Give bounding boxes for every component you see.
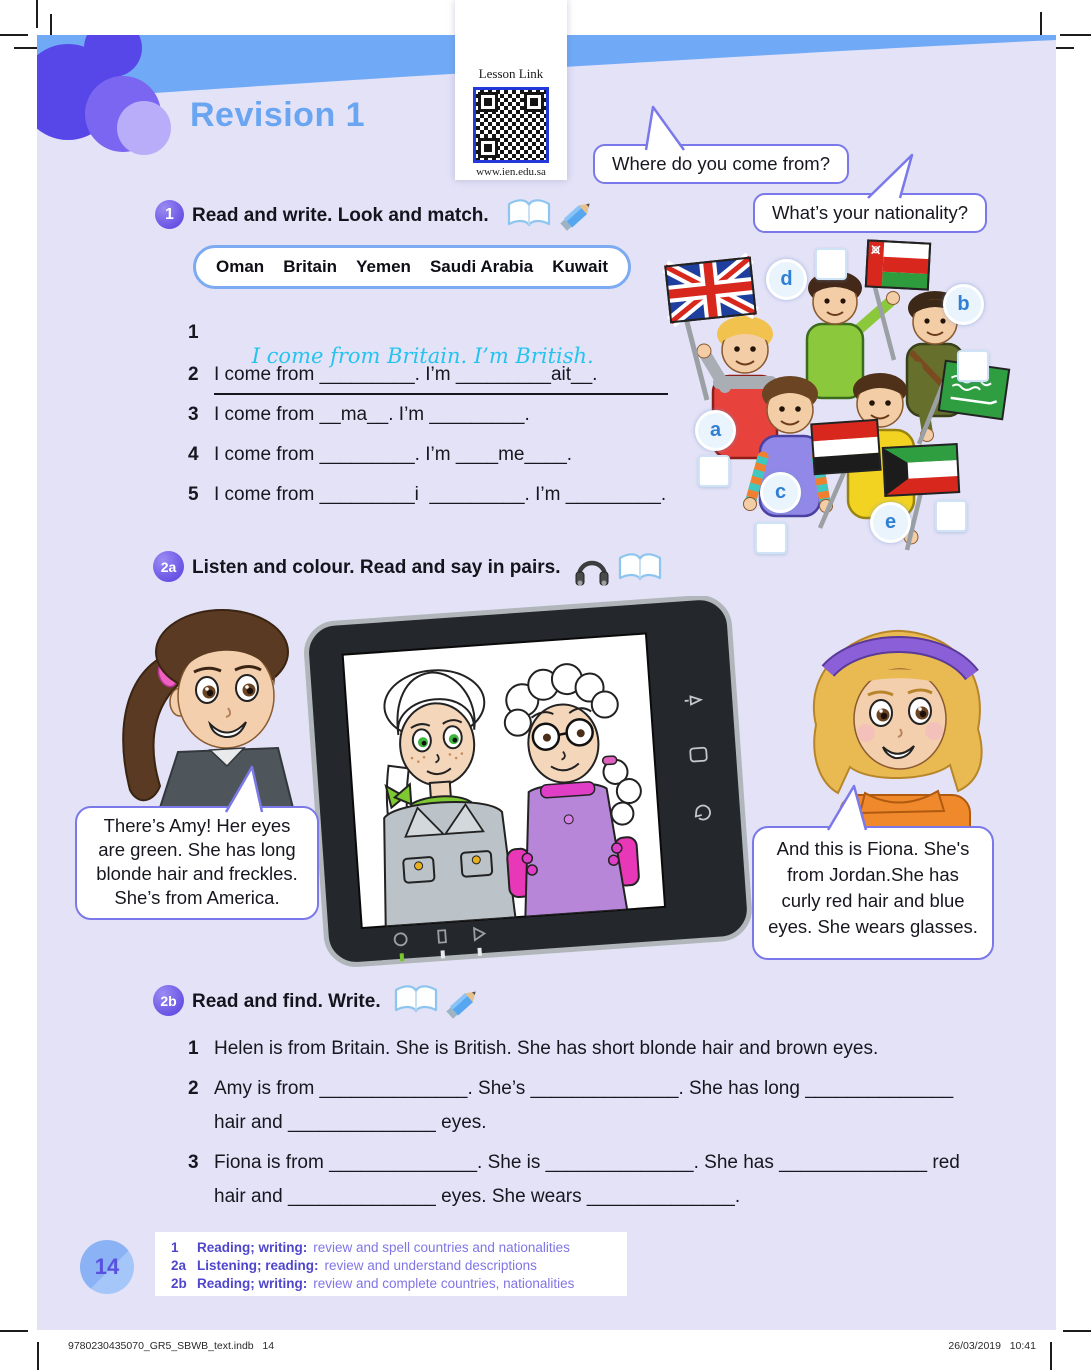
- book-icon: [392, 982, 440, 1018]
- flag-uk: [665, 258, 755, 323]
- narrator-girl-left: [60, 590, 320, 820]
- sentence-row: [188, 1078, 1048, 1100]
- sentence-number: 2: [188, 1078, 199, 1099]
- bubble-line: are green. She has long: [98, 839, 296, 860]
- speech-bubble-question-2: What’s your nationality?: [753, 193, 987, 233]
- sentence-number: 1: [188, 322, 199, 343]
- bubble-line: curly red hair and blue: [781, 890, 965, 911]
- pencil-icon: [556, 194, 598, 236]
- crop-mark: [1060, 34, 1091, 36]
- objective-desc: review and complete countries, nationalities: [313, 1276, 575, 1291]
- amy-description-bubble: [75, 806, 319, 920]
- sentence-number: 2: [188, 364, 199, 385]
- sentence-row: [188, 1152, 1048, 1174]
- qr-code-icon: [473, 87, 549, 163]
- imprint-left: 9780230435070_GR5_SBWB_text.indb 14: [68, 1340, 275, 1352]
- speech-bubble-tail: [860, 150, 924, 200]
- word-box-item: Saudi Arabia: [429, 257, 534, 276]
- crop-mark: [1050, 1342, 1052, 1370]
- exercise1-badge: 1: [155, 200, 184, 229]
- objective-row: [171, 1240, 570, 1255]
- match-label-e: e: [870, 502, 911, 543]
- objective-number: 1: [171, 1240, 179, 1255]
- flag-oman: [866, 240, 930, 289]
- sentence-text: I come from _________. I’m ____me____.: [214, 444, 573, 465]
- sentence-text: I come from _________. I’m _________ait__.: [214, 364, 598, 385]
- match-box-b[interactable]: [957, 350, 989, 382]
- match-box-a[interactable]: [698, 455, 730, 487]
- sentence-row-continuation: [214, 1112, 1074, 1134]
- bubble-line: There’s Amy! Her eyes: [103, 815, 291, 836]
- bubble-line: blonde hair and freckles.: [96, 863, 298, 884]
- match-label-a: a: [695, 410, 736, 451]
- bubble-line: She’s from America.: [114, 887, 280, 908]
- crop-mark: [0, 1330, 28, 1332]
- speech-bubble-tail: [640, 104, 700, 152]
- objective-number: 2a: [171, 1258, 187, 1273]
- flag-yemen: [811, 420, 880, 474]
- lesson-link-title: Lesson Link: [478, 66, 544, 81]
- objective-label: Listening; reading:: [197, 1258, 319, 1273]
- sentence-text: Fiona is from ______________. She is ______________. She has ______________ red: [214, 1152, 960, 1173]
- match-label-c: c: [760, 472, 801, 513]
- sentence-row: [188, 364, 597, 386]
- speech-bubble-tail: [218, 762, 274, 814]
- sentence-row: [188, 484, 666, 506]
- crop-mark: [0, 34, 28, 36]
- objective-row: [171, 1276, 574, 1291]
- sentence-number: 3: [188, 404, 199, 425]
- sentence-text: Helen is from Britain. She is British. She has short blonde hair and brown eyes.: [214, 1038, 879, 1059]
- crop-mark: [1063, 1330, 1091, 1332]
- sentence-row: [188, 444, 572, 466]
- book-icon: [616, 550, 664, 586]
- sentence-number: 5: [188, 484, 199, 505]
- kids-flags-illustration: [655, 232, 1057, 562]
- header-circle: [117, 101, 171, 155]
- crop-mark: [37, 1342, 39, 1370]
- flag-kuwait: [883, 444, 959, 496]
- objective-label: Reading; writing:: [197, 1276, 308, 1291]
- book-icon: [505, 196, 553, 232]
- bubble-line: eyes. She wears glasses.: [768, 916, 978, 937]
- objective-label: Reading; writing:: [197, 1240, 308, 1255]
- lesson-link-box: [455, 0, 567, 180]
- sentence-text: hair and ______________ eyes.: [214, 1112, 487, 1133]
- exercise1-title: Read and write. Look and match.: [192, 205, 489, 226]
- sentence-row-continuation: [214, 1186, 1074, 1208]
- objective-row: [171, 1258, 537, 1273]
- bubble-line: And this is Fiona. She's: [776, 838, 970, 859]
- exercise2a-badge: 2a: [153, 551, 184, 582]
- sentence-row: [188, 404, 530, 426]
- pencil-icon: [442, 982, 484, 1024]
- sentence-number: 4: [188, 444, 199, 465]
- match-box-e[interactable]: [935, 500, 967, 532]
- exercise2b-badge: 2b: [153, 985, 184, 1016]
- word-box: [193, 245, 631, 289]
- objective-number: 2b: [171, 1276, 187, 1291]
- answer-handwriting: I come from Britain. I’m British.: [251, 344, 594, 368]
- sentence-number: 1: [188, 1038, 199, 1059]
- lesson-link-url: www.ien.edu.sa: [476, 166, 546, 178]
- sentence-text: hair and ______________ eyes. She wears ______________.: [214, 1186, 741, 1207]
- sentence-text: I come from _________i _________. I’m _________.: [214, 484, 667, 505]
- imprint-right: 26/03/2019 10:41: [948, 1340, 1036, 1352]
- speech-bubble-question-1: Where do you come from?: [593, 144, 849, 184]
- match-label-b: b: [943, 284, 984, 325]
- sentence-text: I come from __ma__. I’m _________.: [214, 404, 530, 425]
- page-title: Revision 1: [190, 96, 366, 134]
- word-box-item: Britain: [283, 257, 338, 276]
- objective-desc: review and spell countries and nationalities: [313, 1240, 570, 1255]
- match-box-d[interactable]: [815, 248, 847, 280]
- sentence-row: [188, 1038, 1048, 1060]
- exercise2a-title: Listen and colour. Read and say in pairs.: [192, 557, 561, 578]
- sentence-text: Amy is from ______________. She’s ______________. She has long ______________: [214, 1078, 954, 1099]
- word-box-item: Yemen: [356, 257, 411, 276]
- match-label-d: d: [766, 259, 807, 300]
- page-number-badge: 14: [80, 1240, 134, 1294]
- crop-mark: [36, 0, 38, 28]
- word-box-item: Oman: [216, 257, 265, 276]
- sentence-number: 3: [188, 1152, 199, 1173]
- objective-desc: review and understand descriptions: [324, 1258, 537, 1273]
- exercise2b-title: Read and find. Write.: [192, 991, 381, 1012]
- bubble-line: from Jordan.She has: [787, 864, 959, 885]
- headphones-icon: [574, 552, 610, 586]
- match-box-c[interactable]: [755, 522, 787, 554]
- fiona-description-bubble: [752, 826, 994, 960]
- word-box-item: Kuwait: [552, 257, 608, 276]
- tablet-illustration: [298, 596, 760, 968]
- speech-bubble-tail: [816, 780, 876, 832]
